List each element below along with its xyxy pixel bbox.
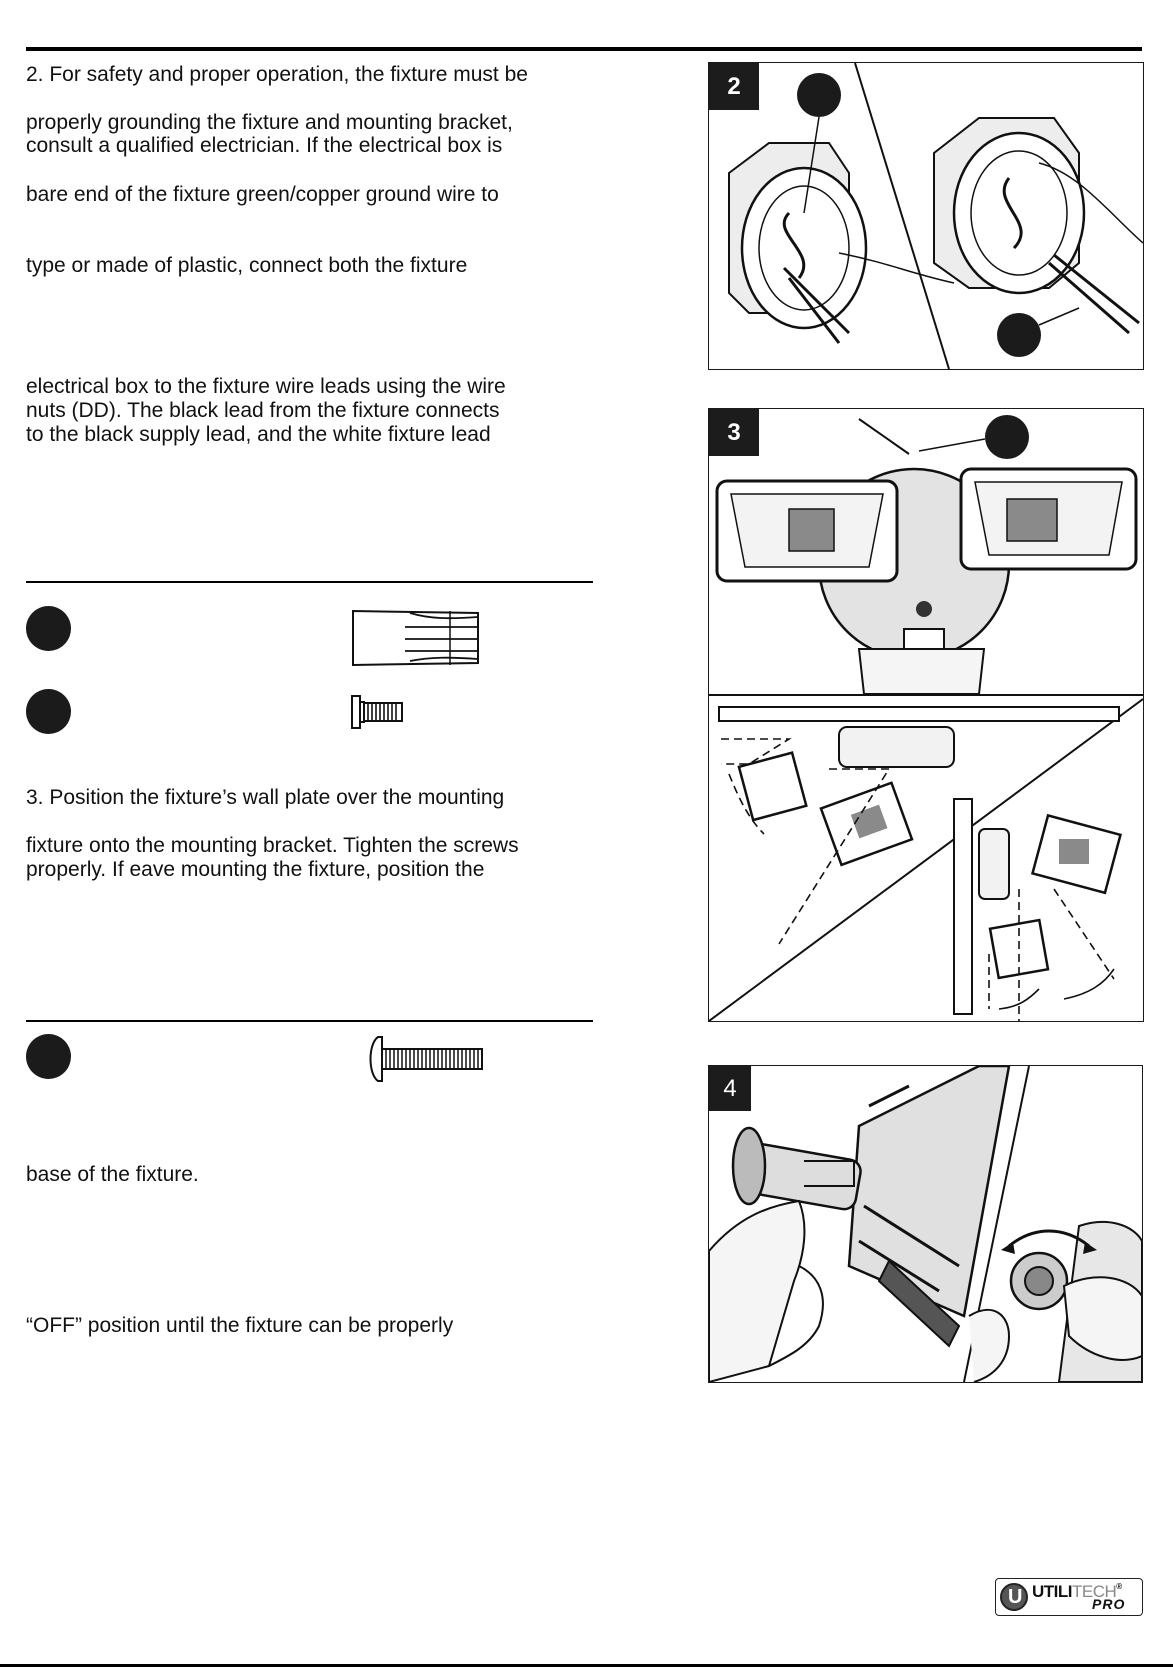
step2-line: to the black supply lead, and the white fixture lead: [26, 423, 491, 446]
adjusting-illustration: [709, 1066, 1142, 1382]
long-screw-icon: [364, 1034, 486, 1084]
logo-mark-icon: U: [1000, 1583, 1028, 1611]
parts-rule: [26, 1020, 593, 1022]
part-bullet: [26, 1034, 71, 1079]
figure-2: [708, 62, 1144, 370]
parts-rule: [26, 581, 593, 583]
logo-subword: PRO: [1092, 1596, 1126, 1612]
step2-line: type or made of plastic, connect both the fixture: [26, 254, 468, 277]
step3-line: 3. Position the fixture’s wall plate over the mounting: [26, 786, 505, 809]
figure-number: 3: [709, 409, 759, 456]
part-bullet: [26, 689, 71, 734]
figure-4: [708, 1065, 1143, 1383]
step2-line: 2. For safety and proper operation, the fixture must be: [26, 63, 528, 86]
mounting-illustration: [709, 409, 1143, 1021]
grounding-illustration: [709, 63, 1143, 369]
figure-number: 2: [709, 63, 759, 110]
step2-line: consult a qualified electrician. If the electrical box is: [26, 134, 503, 157]
step2-line: electrical box to the fixture wire leads using the wire: [26, 375, 506, 398]
header-rule: [26, 47, 1142, 51]
figure-3: [708, 408, 1144, 1022]
figure-number: 4: [709, 1066, 751, 1111]
step3-line: fixture onto the mounting bracket. Tighten the screws: [26, 834, 519, 857]
logo-wordmark: UTILITECH®: [1032, 1582, 1122, 1601]
utilitech-pro-logo: [995, 1578, 1143, 1616]
wire-nut-icon: [350, 605, 480, 667]
step2-line: nuts (DD). The black lead from the fixture connects: [26, 399, 500, 422]
step3-line: properly. If eave mounting the fixture, position the: [26, 858, 485, 881]
part-bullet: [26, 606, 71, 651]
step4-line: “OFF” position until the fixture can be properly: [26, 1314, 454, 1337]
step4-line: base of the fixture.: [26, 1163, 199, 1186]
step2-line: properly grounding the fixture and mounting bracket,: [26, 111, 513, 134]
step2-line: bare end of the fixture green/copper ground wire to: [26, 183, 499, 206]
mounting-screw-icon: [350, 692, 406, 732]
